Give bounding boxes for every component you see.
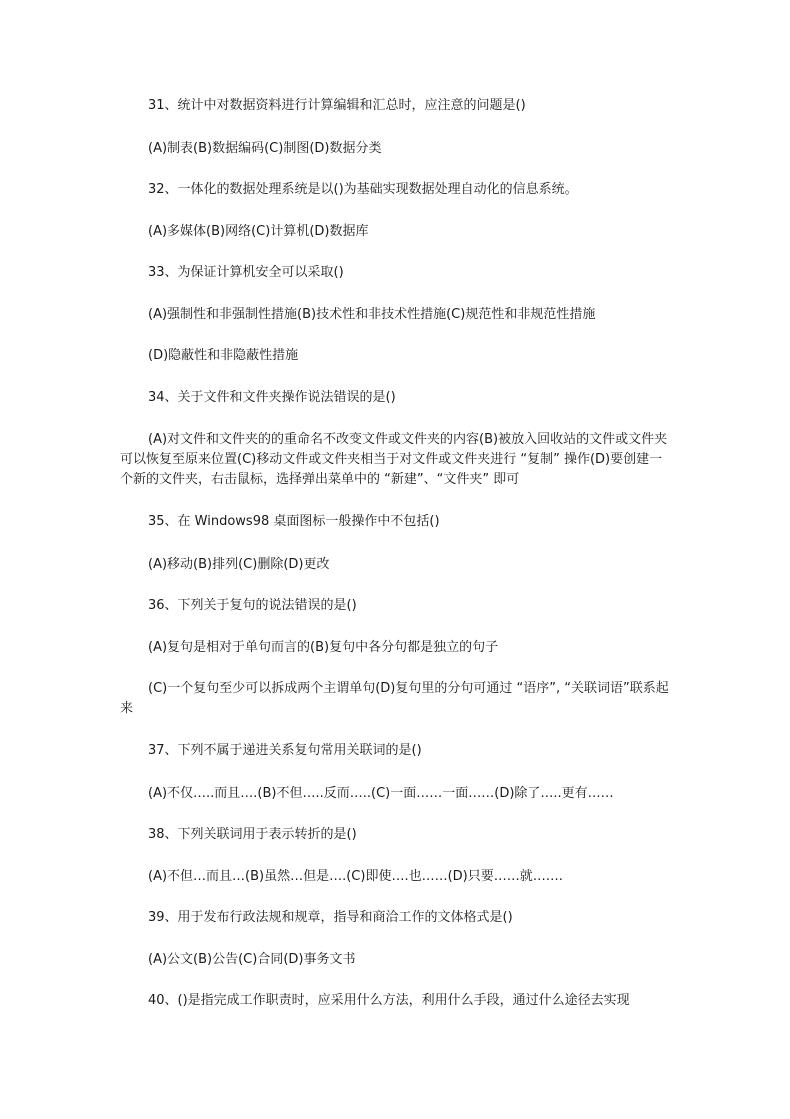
options-36-cont: (C)一个复句至少可以拆成两个主谓单句(D)复句里的分句可通过 “语序”, “关联词语”联系起来 bbox=[120, 681, 669, 716]
options-38: (A)不但…而且…(B)虽然…但是….(C)即使….也……(D)只要……就……. bbox=[148, 869, 563, 884]
options-35: (A)移动(B)排列(C)删除(D)更改 bbox=[148, 557, 330, 572]
question-34: 34、关于文件和文件夹操作说法错误的是() bbox=[148, 390, 396, 405]
question-36: 36、下列关于复句的说法错误的是() bbox=[148, 598, 357, 613]
options-37: (A)不仅…..而且….(B)不但…..反而…..(C)一面……一面……(D)除了…..更有…… bbox=[148, 786, 614, 801]
question-31: 31、统计中对数据资料进行计算编辑和汇总时，应注意的问题是() bbox=[148, 98, 526, 113]
options-33-cont: (D)隐蔽性和非隐蔽性措施 bbox=[148, 348, 299, 363]
question-37: 37、下列不属于递进关系复句常用关联词的是() bbox=[148, 743, 422, 758]
question-39: 39、用于发布行政法规和规章，指导和商洽工作的文体格式是() bbox=[148, 910, 513, 925]
options-31: (A)制表(B)数据编码(C)制图(D)数据分类 bbox=[148, 141, 382, 156]
options-32: (A)多媒体(B)网络(C)计算机(D)数据库 bbox=[148, 224, 369, 239]
options-36: (A)复句是相对于单句而言的(B)复句中各分句都是独立的句子 bbox=[148, 640, 499, 655]
question-40: 40、()是指完成工作职责时，应采用什么方法，利用什么手段，通过什么途径去实现 bbox=[148, 993, 630, 1008]
options-39: (A)公文(B)公告(C)合同(D)事务文书 bbox=[148, 952, 356, 967]
options-33: (A)强制性和非强制性措施(B)技术性和非技术性措施(C)规范性和非规范性措施 bbox=[148, 307, 596, 322]
question-35: 35、在 Windows98 桌面图标一般操作中不包括() bbox=[148, 514, 440, 529]
question-38: 38、下列关联词用于表示转折的是() bbox=[148, 827, 357, 842]
question-32: 32、一体化的数据处理系统是以()为基础实现数据处理自动化的信息系统。 bbox=[148, 182, 578, 197]
question-33: 33、为保证计算机安全可以采取() bbox=[148, 265, 344, 280]
options-34: (A)对文件和文件夹的的重命名不改变文件或文件夹的内容(B)被放入回收站的文件或文件夹可以恢复至原来位置(C)移动文件或文件夹相当于对文件或文件夹进行 “复制” 操作(D)要创建一个新的文件夹，右击鼠标，选择弹出菜单中的 “新建”、“文件夹” 即可 bbox=[120, 432, 668, 487]
